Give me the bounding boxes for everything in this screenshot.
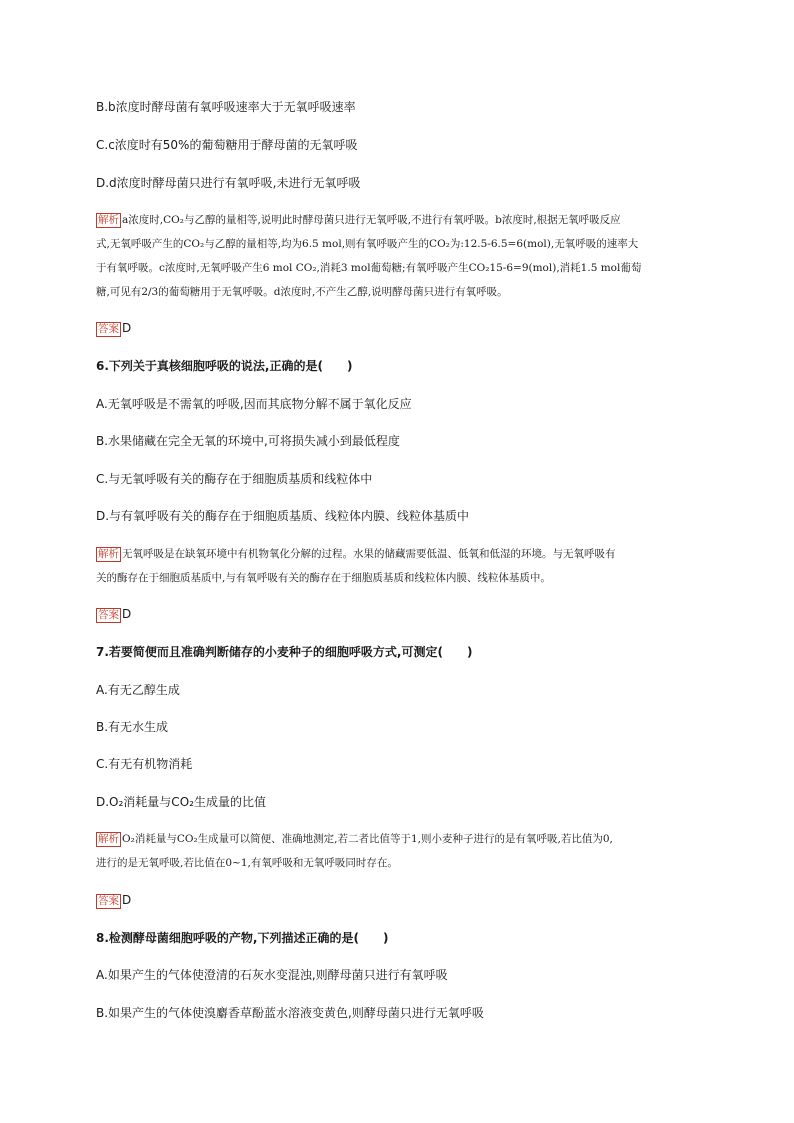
q7-option-a: A.有无乙醇生成 xyxy=(96,683,180,697)
explanation-line: 关的酶存在于细胞质基质中,与有氧呼吸有关的酶存在于细胞质基质和线粒体内膜、线粒体基质中。 xyxy=(96,572,551,584)
explanation-tag: 解析 xyxy=(98,548,119,560)
q7-stem: 7.若要简便而且准确判断储存的小麦种子的细胞呼吸方式,可测定( ) xyxy=(96,645,473,659)
explanation-line: 糖,可见有2/3的葡萄糖用于无氧呼吸。d浓度时,不产生乙醇,说明酵母菌只进行有氧呼吸。 xyxy=(96,286,508,298)
q6-answer xyxy=(96,607,131,623)
answer-tag: 答案 xyxy=(98,895,119,907)
q6-explanation xyxy=(96,542,700,590)
q7-option-d: D.O₂消耗量与CO₂生成量的比值 xyxy=(96,795,266,809)
explanation-line: 于有氧呼吸。c浓度时,无氧呼吸产生6 mol CO₂,消耗3 mol葡萄糖;有氧呼吸产生CO₂15-6=9(mol),消耗1.5 mol葡萄 xyxy=(96,262,642,274)
q5-option-d: D.d浓度时酵母菌只进行有氧呼吸,未进行无氧呼吸 xyxy=(96,176,361,190)
explanation-line: a浓度时,CO₂与乙醇的量相等,说明此时酵母菌只进行无氧呼吸,不进行有氧呼吸。b浓度时,根据无氧呼吸反应 xyxy=(122,214,621,226)
explanation-line: 式,无氧呼吸产生的CO₂与乙醇的量相等,均为6.5 mol,则有氧呼吸产生的CO₂为:12.5-6.5=6(mol),无氧呼吸的速率大 xyxy=(96,238,639,250)
answer-tag: 答案 xyxy=(98,609,119,621)
q7-explanation xyxy=(96,827,700,875)
explanation-line: 进行的是无氧呼吸,若比值在0~1,有氧呼吸和无氧呼吸同时存在。 xyxy=(96,857,398,869)
q8-option-b: B.如果产生的气体使溴麝香草酚蓝水溶液变黄色,则酵母菌只进行无氧呼吸 xyxy=(96,1006,484,1020)
q5-option-c: C.c浓度时有50%的葡萄糖用于酵母菌的无氧呼吸 xyxy=(96,138,358,152)
answer-value: D xyxy=(122,321,132,335)
q8-stem: 8.检测酵母菌细胞呼吸的产物,下列描述正确的是( ) xyxy=(96,931,389,945)
q6-option-a: A.无氧呼吸是不需氧的呼吸,因而其底物分解不属于氧化反应 xyxy=(96,397,412,411)
q7-option-b: B.有无水生成 xyxy=(96,720,169,734)
q6-option-c: C.与无氧呼吸有关的酶存在于细胞质基质和线粒体中 xyxy=(96,472,373,486)
explanation-tag: 解析 xyxy=(98,833,119,845)
answer-tag: 答案 xyxy=(98,323,119,335)
q6-option-d: D.与有氧呼吸有关的酶存在于细胞质基质、线粒体内膜、线粒体基质中 xyxy=(96,509,470,523)
q5-explanation xyxy=(96,208,700,304)
explanation-tag: 解析 xyxy=(98,214,119,226)
q6-stem: 6.下列关于真核细胞呼吸的说法,正确的是( ) xyxy=(96,359,353,373)
q8-option-a: A.如果产生的气体使澄清的石灰水变混浊,则酵母菌只进行有氧呼吸 xyxy=(96,968,448,982)
q5-answer xyxy=(96,321,131,337)
q7-answer xyxy=(96,893,131,909)
explanation-line: 无氧呼吸是在缺氧环境中有机物氧化分解的过程。水果的储藏需要低温、低氧和低湿的环境。与无氧呼吸有 xyxy=(122,548,616,560)
q7-option-c: C.有无有机物消耗 xyxy=(96,757,193,771)
q6-option-b: B.水果储藏在完全无氧的环境中,可将损失减小到最低程度 xyxy=(96,434,400,448)
explanation-line: O₂消耗量与CO₂生成量可以简便、准确地测定,若二者比值等于1,则小麦种子进行的是有氧呼吸,若比值为0, xyxy=(122,833,613,845)
answer-value: D xyxy=(122,893,132,907)
q5-option-b: B.b浓度时酵母菌有氧呼吸速率大于无氧呼吸速率 xyxy=(96,100,356,114)
answer-value: D xyxy=(122,607,132,621)
